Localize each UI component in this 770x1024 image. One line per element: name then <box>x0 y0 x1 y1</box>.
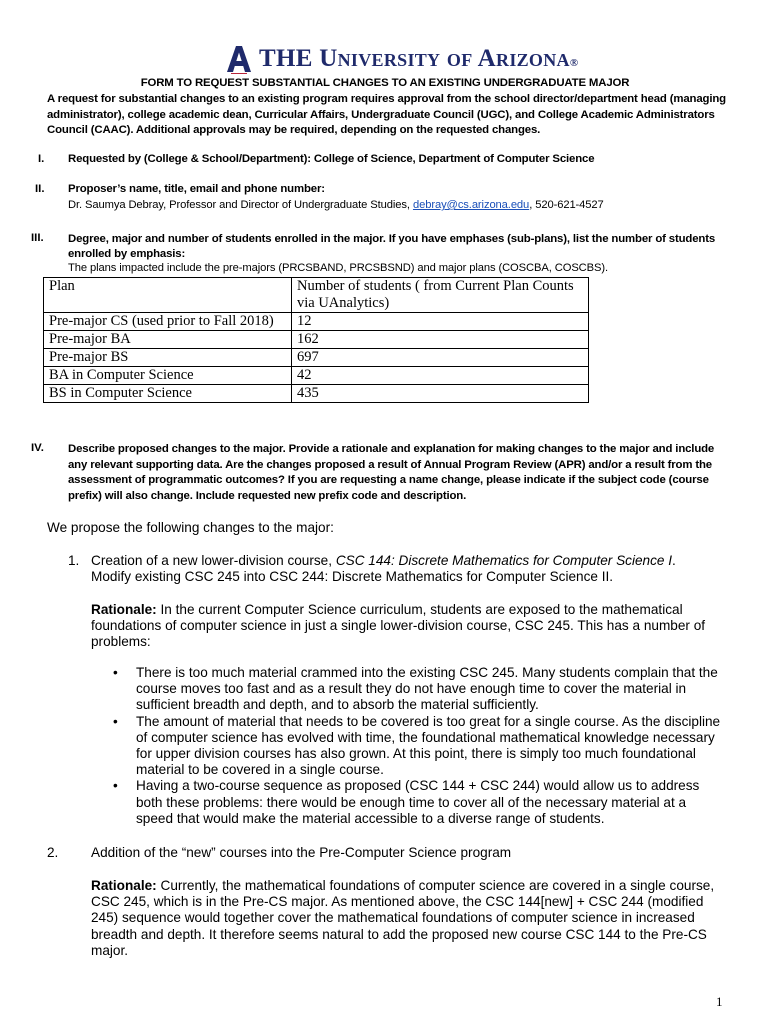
table-cell-count: 42 <box>292 367 589 385</box>
table-row <box>44 349 589 367</box>
rationale-bullets <box>113 665 723 827</box>
bullet-icon: • <box>113 665 118 680</box>
table-row <box>44 313 589 331</box>
item-2-rationale: Rationale: Currently, the mathematical foundations of computer science are covered in a single course, CSC 245, which is in the Pre-CS major. As mentioned above, the CSC 144[new] + CSC 244 (modified 245) sequence would together cover the mathematical foundations of computer science in increased breadth and depth. It therefore seems natural to add the proposed new course CSC 144 to the Pre-CS major. <box>91 878 715 958</box>
item-2-number: 2. <box>47 845 59 860</box>
enrollment-table <box>43 277 589 403</box>
page-number: 1 <box>716 994 723 1009</box>
form-title: FORM TO REQUEST SUBSTANTIAL CHANGES TO AN EXISTING UNDERGRADUATE MAJOR <box>140 77 630 89</box>
section-1-text: Requested by (College & School/Department): College of Science, Department of Computer Science <box>68 153 595 165</box>
table-cell-count: 162 <box>292 331 589 349</box>
logo-wordmark: THE University of Arizona® <box>259 45 579 72</box>
list-item: • The amount of material that needs to be covered is too great for a single course. As the discipline of computer science has evolved with time, the foundational mathematical knowledge necessary for upper division courses has also grown. At this point, there is simply too much foundational material to be covered in a single course. <box>113 713 721 778</box>
item-1-text: Creation of a new lower-division course, CSC 144: Discrete Mathematics for Computer Science I. Modify existing CSC 245 into CSC 244: Discrete Mathematics for Computer Science II. <box>91 553 676 585</box>
table-cell-plan: Pre-major BA <box>44 331 292 349</box>
table-header-count: Number of students ( from Current Plan Counts via UAnalytics) <box>292 278 589 313</box>
table-cell-count: 12 <box>292 313 589 331</box>
rationale-label: Rationale: <box>91 602 157 617</box>
table-header-plan: Plan <box>44 278 292 313</box>
item-2-text: Addition of the “new” courses into the Pre-Computer Science program <box>91 845 512 860</box>
table-row <box>44 367 589 385</box>
table-cell-plan: BS in Computer Science <box>44 385 292 403</box>
table-cell-count: 697 <box>292 349 589 367</box>
new-course-title: CSC 144: Discrete Mathematics for Computer Science I <box>335 553 673 568</box>
table-cell-count: 435 <box>292 385 589 403</box>
table-row <box>44 385 589 403</box>
proposer-email-link[interactable]: debray@cs.arizona.edu <box>412 199 530 211</box>
table-header-row <box>44 278 589 313</box>
item-1-rationale: Rationale: In the current Computer Science curriculum, students are exposed to the mathematical foundations of computer science in just a single lower-division course, CSC 245. This has a number of problems: <box>91 602 706 650</box>
section-1-number: I. <box>38 153 45 165</box>
intro-paragraph: A request for substantial changes to an existing program requires approval from the school director/department head (managing administrator), college academic dean, Curricular Affairs, Undergraduate Council (UGC), and College Academic Administrators Council (CAAC). Additional approvals may be required, depending on the requested changes. <box>47 93 726 136</box>
table-row <box>44 331 589 349</box>
block-a-icon <box>225 44 253 74</box>
table-cell-plan: Pre-major CS (used prior to Fall 2018) <box>44 313 292 331</box>
university-logo <box>225 44 578 74</box>
item-1-number: 1. <box>68 553 80 568</box>
section-2-label: Proposer’s name, title, email and phone number: <box>68 183 325 195</box>
list-item: • There is too much material crammed into the existing CSC 245. Many students complain that the course moves too fast and as a result they do not have enough time to cover the material in sufficient breadth and depth, and to absorb the material sufficiently. <box>113 665 718 713</box>
section-3-note: The plans impacted include the pre-majors (PRCSBAND, PRCSBSND) and major plans (COSCBA, COSCBS). <box>68 262 609 274</box>
bullet-icon: • <box>113 778 118 794</box>
section-3-label: Degree, major and number of students enrolled in the major. If you have emphases (sub-plans), list the number of students enrolled by emphasis: <box>68 233 716 260</box>
table-cell-plan: BA in Computer Science <box>44 367 292 385</box>
section-4-number: IV. <box>31 442 44 454</box>
section-4-label: Describe proposed changes to the major. Provide a rationale and explanation for making changes to the major and include any relevant supporting data. Are the changes proposed a result of Annual Program Review (APR) and/or a result from the assessment of programmatic outcomes? If you are requesting a name change, please indicate if the subject code (course prefix) will also change. Include requested new prefix code and description. <box>68 443 715 502</box>
section-2-answer <box>68 199 758 211</box>
proposer-phone: , 520-621-4527 <box>529 199 604 211</box>
rationale-label: Rationale: <box>91 878 157 893</box>
proposal-lead: We propose the following changes to the major: <box>47 520 334 535</box>
bullet-icon: • <box>113 713 118 729</box>
section-3-number: III. <box>31 232 44 244</box>
section-2-number: II. <box>35 183 45 195</box>
item-1-line2: Modify existing CSC 245 into CSC 244: Discrete Mathematics for Computer Science II. <box>91 569 614 585</box>
list-item: • Having a two-course sequence as proposed (CSC 144 + CSC 244) would allow us to address both these problems: there would be enough time to cover all of the necessary material at a speed that would make the material accessible to a diverse range of students. <box>113 778 700 826</box>
table-cell-plan: Pre-major BS <box>44 349 292 367</box>
proposer-info: Dr. Saumya Debray, Professor and Director of Undergraduate Studies, <box>68 199 410 211</box>
